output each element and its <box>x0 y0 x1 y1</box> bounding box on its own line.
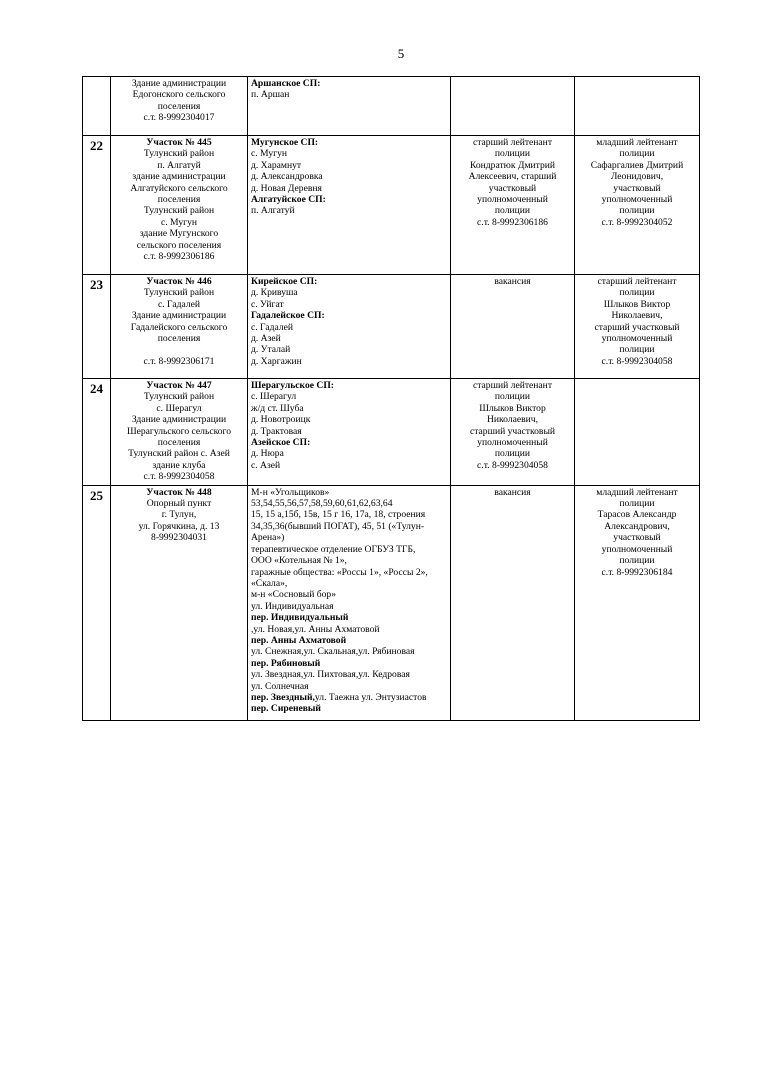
territory-line <box>251 692 447 703</box>
settlement-heading: Алгатуйское СП: <box>251 194 326 206</box>
officer-cell <box>451 485 575 720</box>
cell-line: участковый <box>613 532 661 544</box>
territory-line <box>251 333 447 344</box>
territory-line <box>251 669 447 680</box>
cell-line: здание Мугунского <box>139 228 219 240</box>
row-number-cell: 22 <box>83 136 111 275</box>
cell-line: с. Гадалей <box>157 298 201 310</box>
precinct-cell <box>111 275 248 379</box>
cell-line: Здание администрации <box>131 78 227 89</box>
territory-line <box>251 460 447 471</box>
territory-cell <box>248 485 451 720</box>
cell-line: с.т. 8-9992304058 <box>477 459 548 471</box>
territory-text: ул. Солнечная <box>251 680 309 692</box>
cell-line: Шлыков Виктор <box>603 298 671 310</box>
cell-line: Гадалейского сельского <box>130 321 228 333</box>
territory-text: ж/д ст. Шуба <box>251 402 304 414</box>
territory-line <box>251 437 447 448</box>
territory-line <box>251 567 447 578</box>
cell-line: вакансия <box>494 276 531 287</box>
cell-line: старший лейтенант <box>472 137 553 148</box>
cell-line: полиции <box>619 344 655 356</box>
cell-line: уполномоченный <box>601 543 673 555</box>
cell-line: уполномоченный <box>601 194 673 206</box>
territory-text: п. Аршан <box>251 89 290 101</box>
row-number-cell <box>83 77 111 136</box>
territory-text: ООО «Котельная № 1», <box>251 555 347 567</box>
cell-line: поселения <box>157 194 201 206</box>
cell-line: младший лейтенант <box>596 486 678 498</box>
territory-cell <box>248 136 451 275</box>
territory-line <box>251 205 447 216</box>
precinct-cell <box>111 136 248 275</box>
territory-line <box>251 487 447 498</box>
territory-text: с. Мугун <box>251 148 288 160</box>
cell-line: здание клуба <box>152 459 206 471</box>
officer-cell <box>575 485 700 720</box>
precinct-cell <box>111 379 248 486</box>
territory-line <box>251 635 447 646</box>
cell-line: Алексеевич, старший <box>468 171 557 183</box>
cell-line: 8-9992304031 <box>151 532 207 544</box>
officer-cell <box>575 77 700 136</box>
territory-line <box>251 322 447 333</box>
cell-line: Здание администрации <box>131 414 227 426</box>
officer-cell <box>451 379 575 486</box>
territory-line <box>251 403 447 414</box>
table-row <box>83 275 700 379</box>
territory-text: д. Кривуша <box>251 287 298 299</box>
cell-line: с.т. 8-9992304017 <box>143 112 215 124</box>
territory-line <box>251 183 447 194</box>
cell-line: полиции <box>619 498 655 510</box>
settlement-heading: пер. Рябиновый <box>251 657 321 669</box>
cell-line: с. Мугун <box>160 216 197 228</box>
cell-line: полиции <box>619 555 655 567</box>
territory-line <box>251 624 447 635</box>
territory-line <box>251 646 447 657</box>
cell-line: Едогонского сельского <box>132 89 226 101</box>
cell-line: младший лейтенант <box>596 137 678 148</box>
settlement-heading: Шерагульское СП: <box>251 380 334 391</box>
territory-text: д. Нюра <box>251 448 284 460</box>
cell-line: участковый <box>613 182 661 194</box>
settlement-heading: пер. Звездный, <box>251 691 315 703</box>
row-number-cell: 23 <box>83 275 111 379</box>
row-number-cell: 25 <box>83 485 111 720</box>
cell-line: здание администрации <box>132 171 226 183</box>
territory-line <box>251 356 447 367</box>
territory-cell <box>248 275 451 379</box>
territory-line <box>251 148 447 159</box>
territory-line <box>251 78 447 89</box>
officer-cell <box>451 77 575 136</box>
territory-cell <box>248 77 451 136</box>
cell-line: участковый <box>488 182 537 194</box>
cell-line: Тулунский район с. Азей <box>128 448 230 460</box>
cell-line: Здание администрации <box>131 310 227 322</box>
settlement-heading: пер. Индивидуальный <box>251 612 349 624</box>
cell-line: полиции <box>619 287 655 299</box>
cell-line: с. Шерагул <box>156 402 202 414</box>
cell-line: г. Тулун, <box>161 509 197 521</box>
cell-line: полиции <box>619 205 655 217</box>
territory-line <box>251 681 447 692</box>
cell-line: Шлыков Виктор <box>479 402 546 414</box>
precinct-title: Участок № 445 <box>146 137 212 148</box>
officer-cell <box>575 136 700 275</box>
territory-line <box>251 391 447 402</box>
page-number: 5 <box>397 46 405 61</box>
precinct-table <box>82 76 700 721</box>
territory-text: д. Харгажин <box>251 355 302 367</box>
territory-text: п. Алгатуй <box>251 205 295 217</box>
territory-text: м-н «Сосновый бор» <box>251 589 336 601</box>
officer-cell <box>451 136 575 275</box>
territory-line <box>251 555 447 566</box>
territory-line <box>251 521 447 532</box>
territory-line <box>251 194 447 205</box>
territory-line <box>251 380 447 391</box>
territory-line <box>251 276 447 287</box>
cell-line: Сафаргалиев Дмитрий <box>590 159 684 171</box>
officer-cell <box>575 379 700 486</box>
table-row <box>83 485 700 720</box>
territory-line <box>251 426 447 437</box>
cell-line: сельского поселения <box>136 239 222 251</box>
table-row <box>83 136 700 275</box>
cell-line: с.т. 8-9992306186 <box>477 216 548 228</box>
territory-text: терапевтическое отделение ОГБУЗ ТГБ, <box>251 543 416 555</box>
territory-line <box>251 137 447 148</box>
territory-line <box>251 414 447 425</box>
cell-line: поселения <box>157 437 201 449</box>
cell-line: старший лейтенант <box>472 380 553 391</box>
cell-line: поселения <box>157 333 201 345</box>
settlement-heading: пер. Сиреневый <box>251 703 321 715</box>
territory-text: д. Новая Деревня <box>251 182 322 194</box>
territory-line <box>251 532 447 543</box>
territory-line <box>251 310 447 321</box>
territory-line <box>251 160 447 171</box>
settlement-heading: пер. Анны Ахматовой <box>251 634 347 646</box>
territory-text: д. Азей <box>251 333 281 345</box>
precinct-title: Участок № 446 <box>146 276 212 287</box>
territory-text: д. Харамнут <box>251 159 302 171</box>
officer-cell <box>451 275 575 379</box>
territory-line <box>251 89 447 100</box>
cell-line: Тарасов Александр <box>597 509 677 521</box>
cell-line: уполномоченный <box>601 333 673 345</box>
table-row <box>83 77 700 136</box>
cell-line: полиции <box>494 391 531 403</box>
settlement-heading: Мугунское СП: <box>251 137 319 148</box>
cell-line: полиции <box>494 205 531 217</box>
territory-line <box>251 612 447 623</box>
territory-line <box>251 509 447 520</box>
territory-line <box>251 578 447 589</box>
cell-line: с.т. 8-9992306186 <box>143 251 215 263</box>
cell-line: вакансия <box>494 486 531 498</box>
cell-line: Тулунский район <box>143 205 215 217</box>
cell-line: с.т. 8-9992306184 <box>601 566 673 578</box>
territory-text: с. Гадалей <box>251 321 294 333</box>
cell-line: поселения <box>157 100 201 112</box>
territory-text: 34,35,36(бывший ПОГАТ), 45, 51 («Тулун- <box>251 520 425 532</box>
settlement-heading: Азейское СП: <box>251 437 311 449</box>
territory-line <box>251 703 447 714</box>
cell-line: Опорный пункт <box>146 498 212 510</box>
cell-line: Александрович, <box>604 520 670 532</box>
precinct-title: Участок № 448 <box>146 486 212 498</box>
territory-text: «Скала», <box>251 577 288 589</box>
cell-line: Тулунский район <box>143 148 215 160</box>
territory-text: 15, 15 а,15б, 15в, 15 г 16, 17а, 18, строения <box>251 509 426 521</box>
territory-text: М-н «Угольщиков» <box>251 486 330 498</box>
settlement-heading: Аршанское СП: <box>251 78 321 89</box>
officer-cell <box>575 275 700 379</box>
territory-text: Арена») <box>251 532 285 544</box>
territory-text: ул. Таежна ул. Энтузиастов <box>314 691 427 703</box>
territory-line <box>251 344 447 355</box>
cell-line: старший участковый <box>594 321 680 333</box>
precinct-cell <box>111 485 248 720</box>
cell-line: Шерагульского сельского <box>126 425 232 437</box>
cell-line: Николаевич, <box>486 414 539 426</box>
cell-line: Кондратюк Дмитрий <box>469 159 556 171</box>
row-number-cell: 24 <box>83 379 111 486</box>
territory-text: 53,54,55,56,57,58,59,60,61,62,63,64 <box>251 498 393 510</box>
territory-text: ул. Звездная,ул. Пихтовая,ул. Кедровая <box>251 669 410 681</box>
blank-line <box>114 344 244 355</box>
territory-text: д. Уталай <box>251 344 291 356</box>
cell-line: п. Алгатуй <box>157 159 201 171</box>
territory-cell <box>248 379 451 486</box>
territory-text: ,ул. Новая,ул. Анны Ахматовой <box>251 623 380 635</box>
territory-line <box>251 448 447 459</box>
cell-line: Тулунский район <box>143 287 215 299</box>
cell-line: с.т. 8-9992306171 <box>143 355 215 367</box>
cell-line: Алгатуйского сельского <box>130 182 228 194</box>
territory-line <box>251 171 447 182</box>
settlement-heading: Гадалейское СП: <box>251 310 325 322</box>
territory-text: с. Азей <box>251 459 281 471</box>
cell-line: Тулунский район <box>143 391 215 403</box>
territory-line <box>251 287 447 298</box>
cell-line: Николаевич, <box>611 310 663 322</box>
precinct-cell <box>111 77 248 136</box>
territory-text: ул. Индивидуальная <box>251 600 334 612</box>
cell-line: полиции <box>619 148 655 160</box>
territory-line <box>251 658 447 669</box>
settlement-heading: Кирейское СП: <box>251 276 318 287</box>
cell-line: старший лейтенант <box>597 276 677 287</box>
cell-line: старший участковый <box>469 425 556 437</box>
cell-line: ул. Горячкина, д. 13 <box>138 520 220 532</box>
territory-text: д. Новотроицк <box>251 414 311 426</box>
table-row <box>83 379 700 486</box>
cell-line: уполномоченный <box>477 194 548 206</box>
territory-text: гаражные общества: «Россы 1», «Россы 2», <box>251 566 428 578</box>
territory-line <box>251 299 447 310</box>
cell-line: уполномоченный <box>477 437 548 449</box>
territory-text: д. Трактовая <box>251 425 302 437</box>
cell-line: полиции <box>494 448 531 460</box>
territory-line <box>251 498 447 509</box>
territory-line <box>251 544 447 555</box>
territory-text: с. Шерагул <box>251 391 297 403</box>
cell-line: с.т. 8-9992304058 <box>601 355 673 367</box>
territory-line <box>251 601 447 612</box>
cell-line: Леонидович, <box>610 171 664 183</box>
territory-text: ул. Снежная,ул. Скальная,ул. Рябиновая <box>251 646 415 658</box>
territory-text: д. Александровка <box>251 171 323 183</box>
territory-text: с. Уйгат <box>251 298 284 310</box>
territory-line <box>251 589 447 600</box>
cell-line: полиции <box>494 148 531 160</box>
cell-line: с.т. 8-9992304052 <box>601 216 673 228</box>
precinct-title: Участок № 447 <box>146 380 212 391</box>
cell-line: с.т. 8-9992304058 <box>143 471 215 483</box>
